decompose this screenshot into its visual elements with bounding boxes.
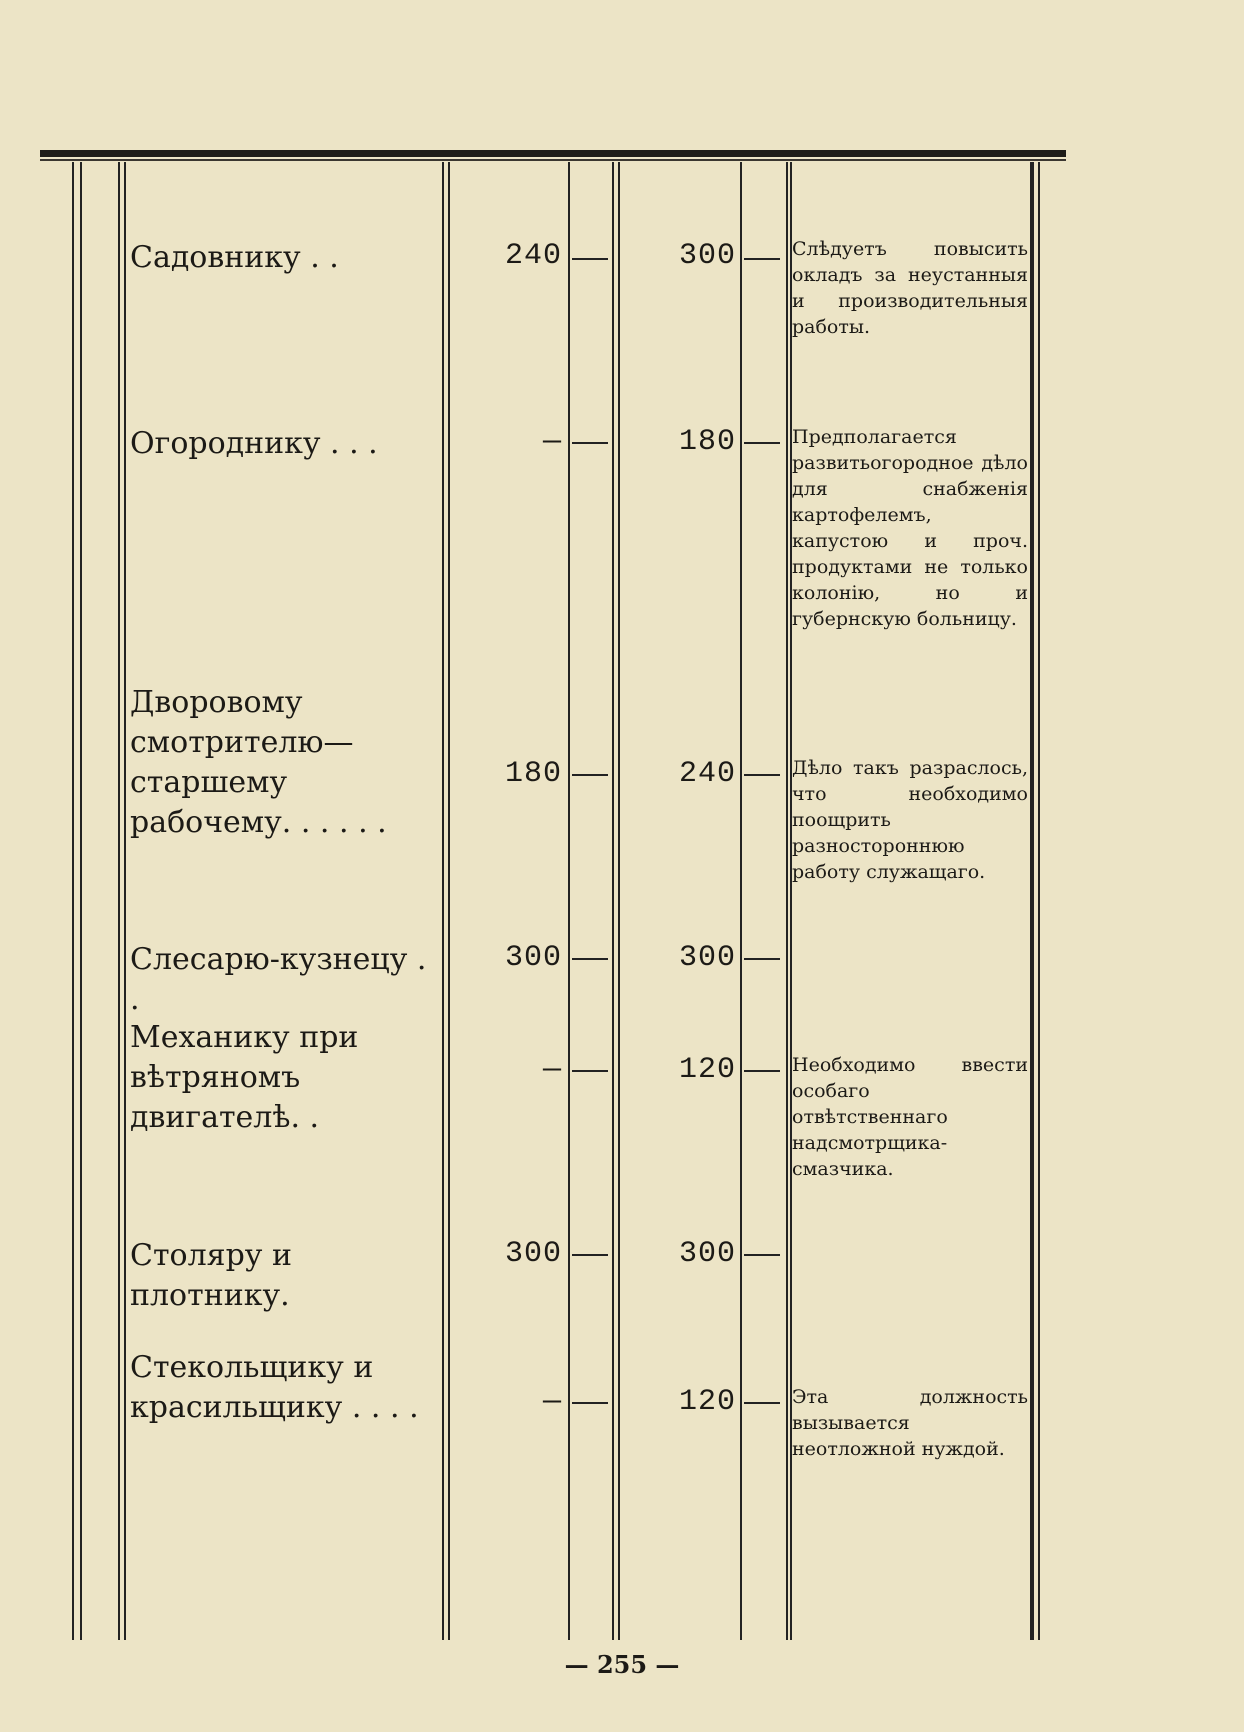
dash bbox=[572, 1070, 608, 1072]
dash bbox=[572, 958, 608, 960]
top-rule bbox=[40, 150, 1066, 157]
row-name: Садовнику . . bbox=[130, 240, 339, 275]
proposed-salary: 240 bbox=[678, 757, 736, 791]
row-note: Дѣло такъ разраслось, что необходимо поощрить разностороннюю работу служащаго. bbox=[792, 757, 1028, 883]
page-number: — 255 — bbox=[564, 1650, 680, 1679]
column-line bbox=[448, 162, 450, 1640]
row-name: Огороднику . . . bbox=[130, 426, 378, 461]
current-salary: 240 bbox=[504, 239, 562, 273]
column-line bbox=[442, 162, 444, 1640]
row-note: Слѣдуетъ повысить окладъ за неустанныя и производительныя работы. bbox=[792, 238, 1028, 338]
top-rule-secondary bbox=[40, 159, 1066, 161]
column-line bbox=[1030, 162, 1034, 1640]
dash bbox=[572, 442, 608, 444]
dash bbox=[744, 774, 780, 776]
current-salary: — bbox=[542, 1053, 562, 1087]
current-salary: — bbox=[542, 1385, 562, 1419]
row-name: Слесарю-кузнецу . . bbox=[130, 942, 427, 1017]
column-line bbox=[786, 162, 788, 1640]
current-salary: 300 bbox=[504, 941, 562, 975]
proposed-salary: 120 bbox=[678, 1053, 736, 1087]
dash bbox=[744, 1254, 780, 1256]
row-name: Стекольщику и красильщику . . . . bbox=[130, 1350, 419, 1425]
current-salary: — bbox=[542, 425, 562, 459]
row-note: Необходимо ввести особаго отвѣтственнаго надсмотрщика-смазчика. bbox=[792, 1054, 1028, 1180]
proposed-salary: 300 bbox=[678, 239, 736, 273]
column-line bbox=[568, 162, 570, 1640]
column-line bbox=[740, 162, 742, 1640]
current-salary: 180 bbox=[504, 757, 562, 791]
dash bbox=[744, 1070, 780, 1072]
current-salary: 300 bbox=[504, 1237, 562, 1271]
row-name: Механику при вѣтряномъ двигателѣ. . bbox=[130, 1020, 359, 1135]
column-line bbox=[80, 162, 82, 1640]
column-line bbox=[618, 162, 620, 1640]
dash bbox=[744, 258, 780, 260]
proposed-salary: 120 bbox=[678, 1385, 736, 1419]
column-line bbox=[118, 162, 120, 1640]
row-note: Эта должность вызывается неотложной нуждой. bbox=[792, 1386, 1028, 1460]
dash bbox=[572, 774, 608, 776]
dash bbox=[744, 958, 780, 960]
row-name: Столяру и плотнику. bbox=[130, 1238, 292, 1313]
column-line bbox=[72, 162, 74, 1640]
column-line bbox=[612, 162, 614, 1640]
dash bbox=[572, 258, 608, 260]
row-note: Предполагается развитьогородное дѣло для снабженія картофелемъ, капустою и проч. продуктами не только колонію, но и губернскую больницу. bbox=[792, 426, 1028, 630]
proposed-salary: 180 bbox=[678, 425, 736, 459]
dash bbox=[572, 1402, 608, 1404]
proposed-salary: 300 bbox=[678, 1237, 736, 1271]
column-line bbox=[124, 162, 126, 1640]
row-name: Дворовому смотрителю— старшему рабочему. . . . . . bbox=[130, 685, 387, 840]
dash bbox=[744, 1402, 780, 1404]
proposed-salary: 300 bbox=[678, 941, 736, 975]
dash bbox=[572, 1254, 608, 1256]
column-line bbox=[1038, 162, 1040, 1640]
dash bbox=[744, 442, 780, 444]
